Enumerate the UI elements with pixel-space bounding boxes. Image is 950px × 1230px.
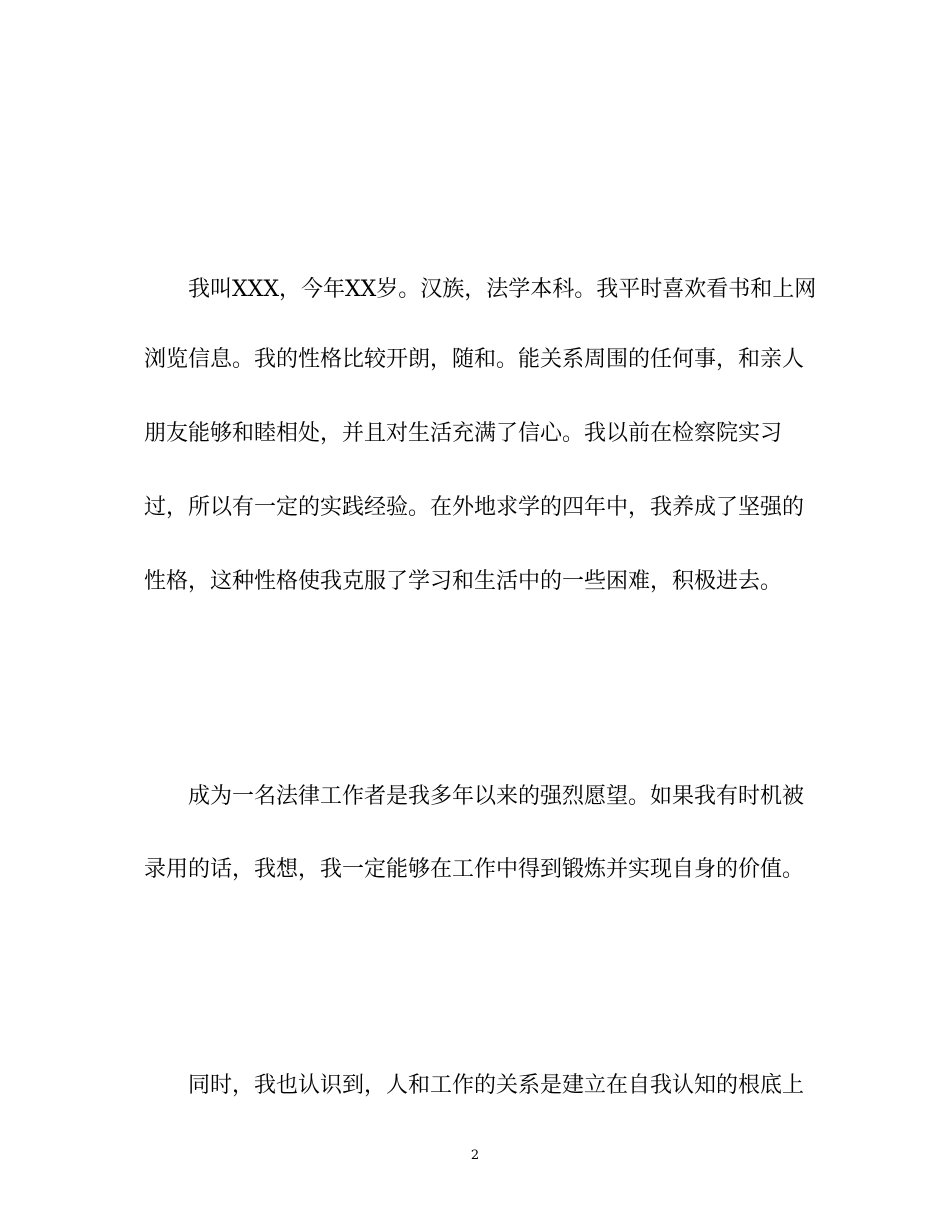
paragraph-line: 成为一名法律工作者是我多年以来的强烈愿望。如果我有时机被 [188,784,805,809]
paragraph-line: 我叫XXX，今年XX岁。汉族，法学本科。我平时喜欢看书和上网 [188,277,817,302]
paragraph-line: 同时，我也认识到，人和工作的关系是建立在自我认知的根底上 [188,1073,805,1098]
paragraph-line: 朋友能够和睦相处，并且对生活充满了信心。我以前在检察院实习 [144,421,783,446]
paragraph-line: 浏览信息。我的性格比较开朗，随和。能关系周围的任何事，和亲人 [144,347,805,372]
paragraph-line: 录用的话，我想，我一定能够在工作中得到锻炼并实现自身的价值。 [144,857,805,882]
paragraph-line: 性格，这种性格使我克服了学习和生活中的一些困难，积极进去。 [144,569,783,594]
paragraph-line: 过，所以有一定的实践经验。在外地求学的四年中，我养成了坚强的 [144,495,805,520]
page-number: 2 [470,1148,480,1163]
